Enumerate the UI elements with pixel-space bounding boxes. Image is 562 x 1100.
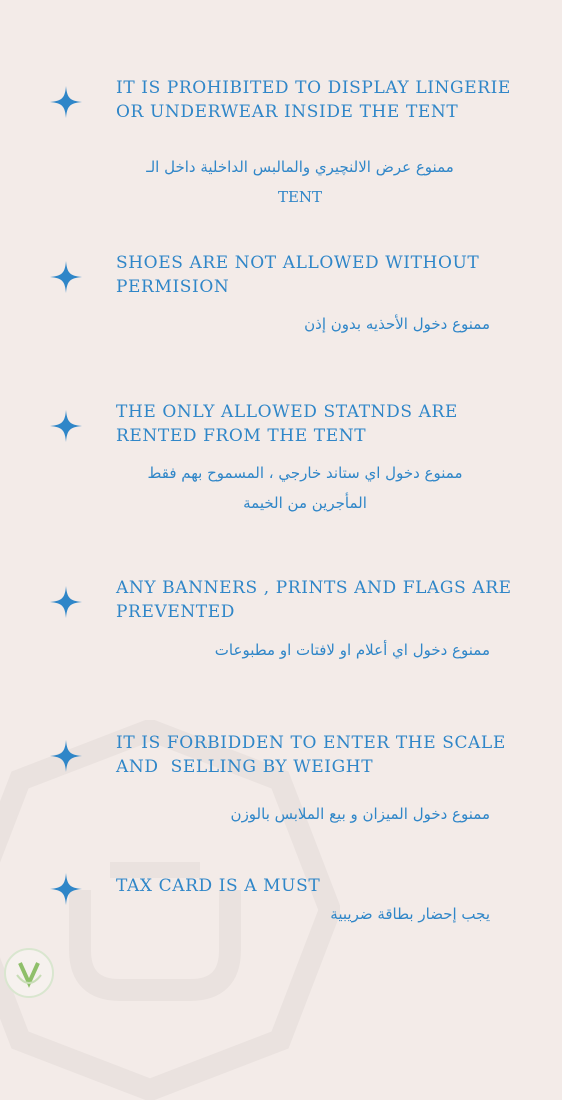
rule-arabic-line: ممنوع عرض الالنچيري والمالبس الداخلية داخل الـ (146, 158, 454, 176)
rule-arabic-text (120, 458, 490, 518)
rule-arabic-suffix: TENT (277, 188, 323, 206)
brand-logo (3, 947, 55, 999)
rule-arabic-text: ممنوع دخول الميزان و بيع الملابس بالوزن (230, 805, 490, 823)
sparkle-star-icon (50, 261, 82, 293)
rule-arabic-line: ممنوع دخول اي ستاند خارجي ، المسموح بهم فقط (147, 464, 463, 482)
rule-english-text: TAX CARD IS A MUST (116, 876, 321, 896)
sparkle-star-icon (50, 873, 82, 905)
rule-arabic-text (110, 152, 490, 212)
rule-english-text: THE ONLY ALLOWED STATNDS ARE RENTED FROM THE TENT (116, 402, 458, 446)
rule-english-text: ANY BANNERS , PRINTS AND FLAGS ARE PREVENTED (116, 578, 512, 622)
rule-english-text: SHOES ARE NOT ALLOWED WITHOUT PERMISION (116, 253, 480, 297)
sparkle-star-icon (50, 410, 82, 442)
rule-arabic-text: يجب إحضار بطاقة ضريبية (330, 905, 490, 923)
rule-arabic-line: المأجرين من الخيمة (243, 494, 367, 512)
rule-english-text: IT IS FORBIDDEN TO ENTER THE SCALE AND SELLING BY WEIGHT (116, 733, 506, 777)
sparkle-star-icon (50, 86, 82, 118)
rule-arabic-text: ممنوع دخول الأحذيه بدون إذن (304, 315, 490, 333)
sparkle-star-icon (50, 586, 82, 618)
sparkle-star-icon (50, 740, 82, 772)
rule-english-text: IT IS PROHIBITED TO DISPLAY LINGERIE OR UNDERWEAR INSIDE THE TENT (116, 78, 511, 122)
rule-arabic-text: ممنوع دخول اي أعلام او لافتات او مطبوعات (214, 641, 490, 659)
